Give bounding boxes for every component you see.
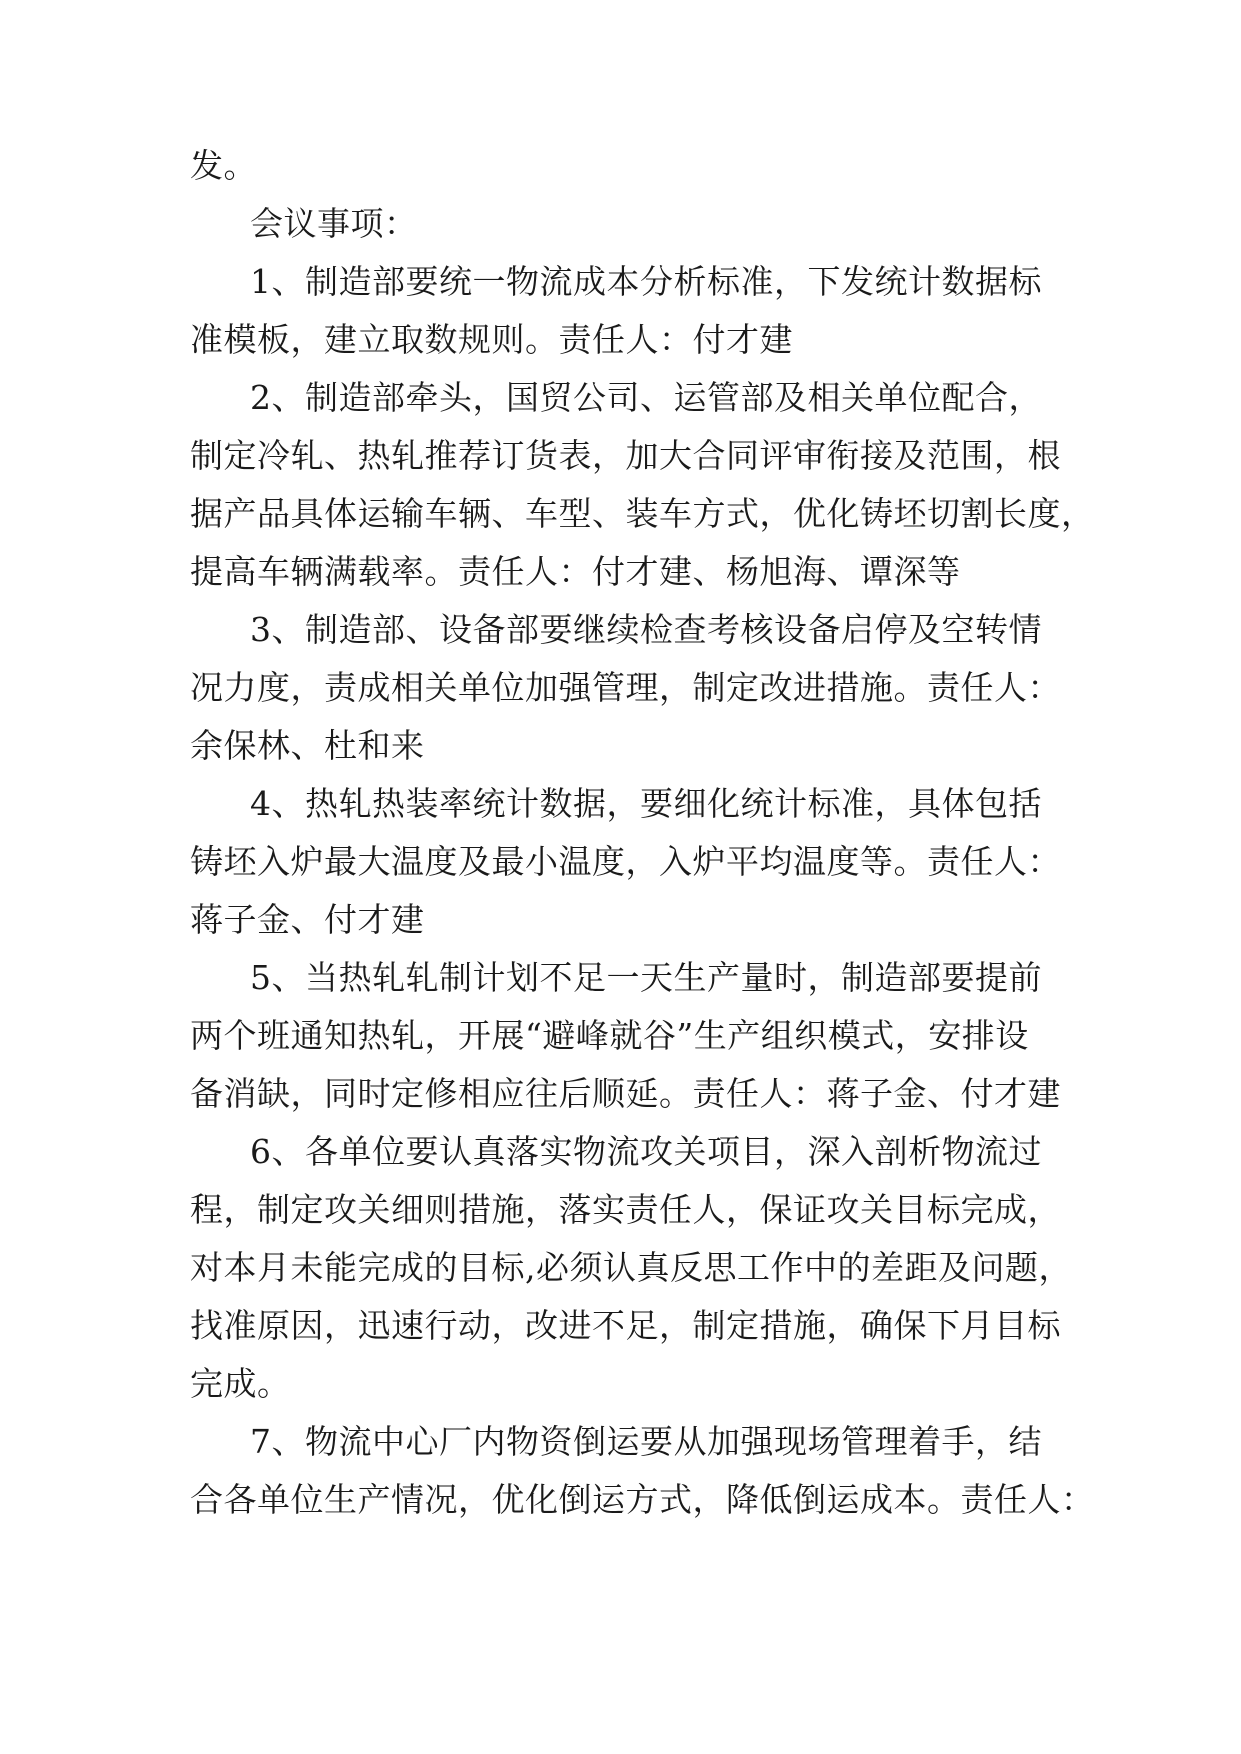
text-line: 蒋子金、付才建 xyxy=(190,900,425,939)
text-line: 况力度，责成相关单位加强管理，制定改进措施。责任人： xyxy=(190,668,1061,707)
text-line: 准模板，建立取数规则。责任人：付才建 xyxy=(190,320,793,359)
text-line: 对本月未能完成的目标,必须认真反思工作中的差距及问题， xyxy=(190,1248,1072,1287)
text-line: 找准原因，迅速行动，改进不足，制定措施，确保下月目标 xyxy=(190,1306,1061,1345)
text-line: 两个班通知热轧，开展“避峰就谷”生产组织模式，安排设 xyxy=(190,1016,1029,1055)
text-line: 合各单位生产情况，优化倒运方式，降低倒运成本。责任人： xyxy=(190,1480,1095,1519)
text-line: 完成。 xyxy=(190,1364,291,1403)
text-line: 余保林、杜和来 xyxy=(190,726,425,765)
section-heading: 会议事项： xyxy=(250,204,418,243)
text-line: 备消缺，同时定修相应往后顺延。责任人：蒋子金、付才建 xyxy=(190,1074,1061,1113)
text-line: 4、热轧热装率统计数据，要细化统计标准，具体包括 xyxy=(250,784,1042,823)
text-line: 发。 xyxy=(190,146,257,185)
text-line: 1、制造部要统一物流成本分析标准，下发统计数据标 xyxy=(250,262,1042,301)
text-line: 据产品具体运输车辆、车型、装车方式，优化铸坯切割长度， xyxy=(190,494,1095,533)
text-line: 程，制定攻关细则措施，落实责任人，保证攻关目标完成， xyxy=(190,1190,1061,1229)
text-line: 铸坯入炉最大温度及最小温度，入炉平均温度等。责任人： xyxy=(190,842,1061,881)
text-line: 制定冷轧、热轧推荐订货表，加大合同评审衔接及范围，根 xyxy=(190,436,1061,475)
text-line: 3、制造部、设备部要继续检查考核设备启停及空转情 xyxy=(250,610,1042,649)
text-line: 提高车辆满载率。责任人：付才建、杨旭海、谭深等 xyxy=(190,552,961,591)
text-line: 2、制造部牵头，国贸公司、运管部及相关单位配合， xyxy=(250,378,1042,417)
text-line: 5、当热轧轧制计划不足一天生产量时，制造部要提前 xyxy=(250,958,1042,997)
text-line: 7、物流中心厂内物资倒运要从加强现场管理着手，结 xyxy=(250,1422,1042,1461)
text-line: 6、各单位要认真落实物流攻关项目，深入剖析物流过 xyxy=(250,1132,1042,1171)
